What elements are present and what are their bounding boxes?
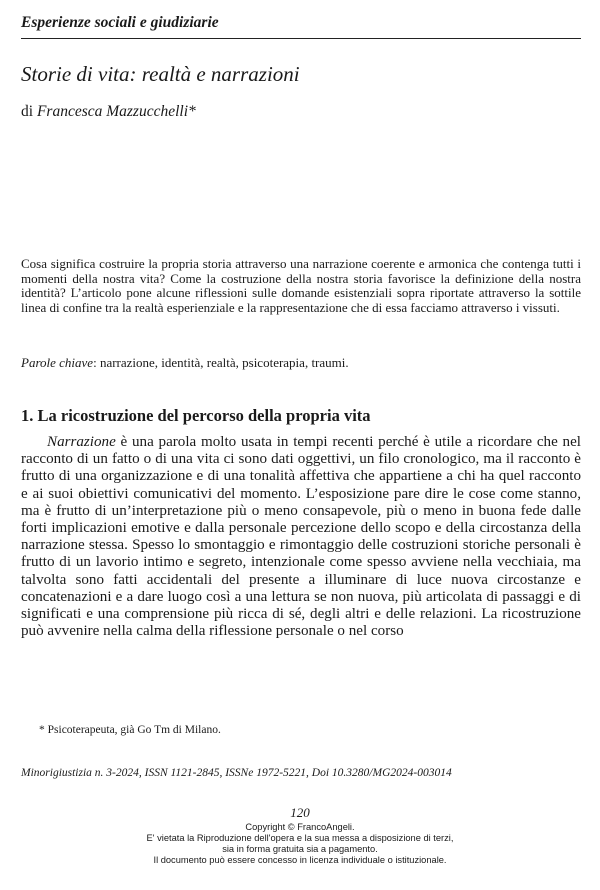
footnote: * Psicoterapeuta, già Go Tm di Milano. (39, 724, 221, 736)
paragraph-text: è una parola molto usata in tempi recenti perché è utile a ricordare che nel racconto di un fatto o di una vita ci sono dati oggettivi, un filo cronologico, ma il racconto è frutto di una organizzazione e di una tonalità affettiva che appartiene a chi ha quel racconto e ai suoi obiettivi comunicativi del momento. L’esposizione pare dire le cose come stanno, ma è frutto di un’interpretazione più o meno consapevole, più o meno in buona fede dalle forti implicazioni emotive e dalla personale percezione dello scopo e della circostanza della narrazione stessa. Spesso lo smontaggio e rimontaggio delle costruzioni storiche personali è frutto di un lavorio intimo e segreto, intenzionale come spesso avviene nella vecchiaia, ma talvolta sono fatti accidentali del presente a illuminare di luce nuova circostanze e concatenazioni e a dare luogo così a una lettura se non nuova, più articolata di passaggi e di significati e una comprensione più ricca di sé, degli altri e delle relazioni. La ricostruzione può avvenire nella calma della riflessione personale o nel corso (21, 434, 581, 640)
keywords (21, 355, 581, 371)
copyright-line-1: Copyright © FrancoAngeli. (245, 822, 355, 832)
keywords-label: Parole chiave (21, 355, 94, 370)
copyright-line-4: Il documento può essere concesso in licenza individuale o istituzionale. (153, 855, 447, 865)
journal-citation: Minorigiustizia n. 3-2024, ISSN 1121-2845, ISSNe 1972-5221, Doi 10.3280/MG2024-003014 (21, 767, 452, 779)
lead-word: Narrazione (47, 434, 116, 450)
byline (21, 103, 196, 121)
body-paragraph (21, 434, 581, 640)
copyright-notice (0, 822, 600, 866)
abstract: Cosa significa costruire la propria storia attraverso una narrazione coerente e armonica che contenga tutti i momenti della nostra vita? Come la costruzione della nostra storia favorisce la definizione della nostra identità? L’articolo pone alcune riflessioni sulle domande esistenziali sopra riportate attraverso la sottile linea di confine tra la realtà esperienziale e la rappresentazione che di essa facciamo attraverso i vissuti. (21, 256, 581, 315)
author-name: Francesca Mazzucchelli* (36, 103, 196, 120)
byline-prefix: di (21, 103, 37, 120)
running-header: Esperienze sociali e giudiziarie (21, 14, 581, 39)
section-heading: 1. La ricostruzione del percorso della propria vita (21, 406, 371, 425)
page-number: 120 (290, 805, 310, 820)
copyright-line-3: sia in forma gratuita sia a pagamento. (222, 844, 378, 854)
article-title: Storie di vita: realtà e narrazioni (21, 62, 300, 86)
keywords-list: : narrazione, identità, realtà, psicoterapia, traumi. (93, 355, 349, 370)
copyright-line-2: E' vietata la Riproduzione dell'opera e la sua messa a disposizione di terzi, (146, 833, 454, 843)
